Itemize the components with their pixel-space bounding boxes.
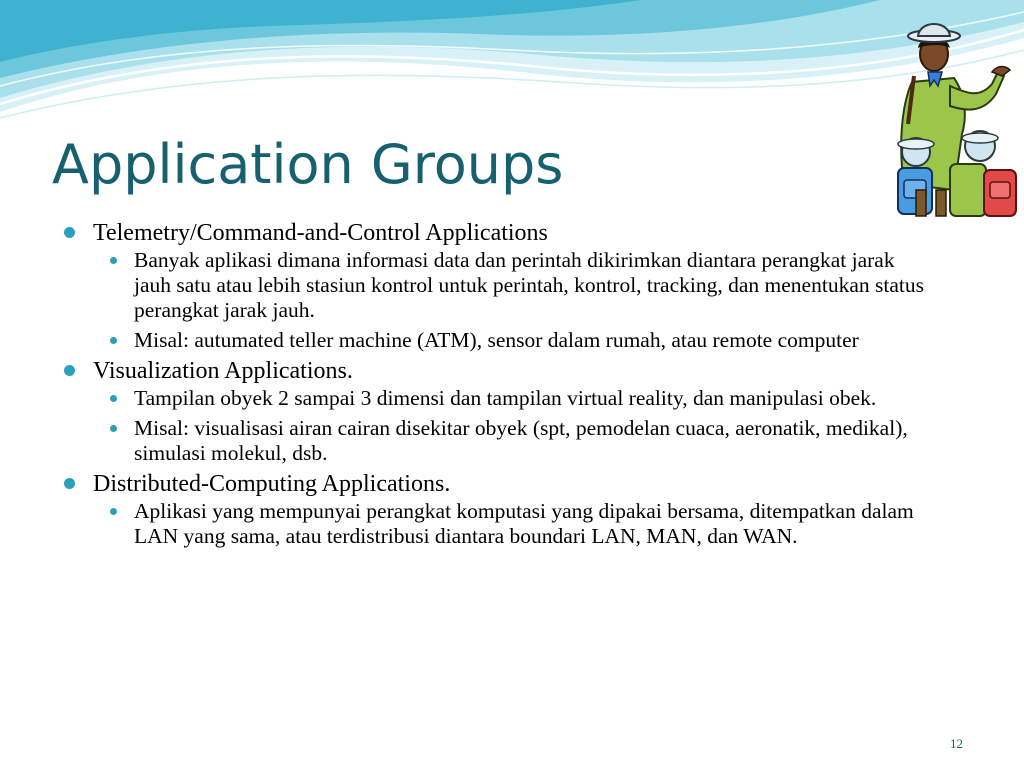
round-bullet-icon xyxy=(64,478,75,489)
round-bullet-icon xyxy=(110,508,117,515)
bullet-item-visualization xyxy=(62,357,972,466)
round-bullet-icon xyxy=(64,227,75,238)
sub-bullet-item xyxy=(93,248,934,323)
sub-bullet-item xyxy=(93,386,934,411)
sub-bullet-item xyxy=(93,328,934,353)
sub-bullet-text: Banyak aplikasi dimana informasi data dan perintah dikirimkan diantara perangkat jarak jauh satu atau lebih stasiun kontrol untuk perintah, kontrol, tracking, dan menentukan status perangkat jarak jauh. xyxy=(134,248,924,322)
sub-bullet-item xyxy=(93,416,934,466)
sub-bullet-list xyxy=(93,248,972,353)
bullet-text: Visualization Applications. xyxy=(93,358,353,384)
round-bullet-icon xyxy=(64,365,75,376)
slide-title: Application Groups xyxy=(52,133,564,196)
bullet-item-telemetry xyxy=(62,219,972,353)
sub-bullet-text: Misal: autumated teller machine (ATM), sensor dalam rumah, atau remote computer xyxy=(134,328,859,352)
bullet-text: Distributed-Computing Applications. xyxy=(93,471,451,497)
round-bullet-icon xyxy=(110,425,117,432)
bullet-text: Telemetry/Command-and-Control Applications xyxy=(93,220,548,246)
sub-bullet-list xyxy=(93,386,972,466)
round-bullet-icon xyxy=(110,395,117,402)
sub-bullet-text: Aplikasi yang mempunyai perangkat komputasi yang dipakai bersama, ditempatkan dalam LAN yang sama, atau terdistribusi diantara boundari LAN, MAN, dan WAN. xyxy=(134,499,914,548)
header-wave-decoration xyxy=(0,0,1024,140)
sub-bullet-text: Tampilan obyek 2 sampai 3 dimensi dan tampilan virtual reality, dan manipulasi obek. xyxy=(134,386,877,410)
sub-bullet-list xyxy=(93,499,972,549)
page-number: 12 xyxy=(950,736,963,751)
tour-guide-children-clipart xyxy=(884,14,1024,222)
bullet-item-distributed-computing xyxy=(62,470,972,549)
round-bullet-icon xyxy=(110,337,117,344)
sub-bullet-item xyxy=(93,499,934,549)
bullet-content xyxy=(62,219,972,549)
sub-bullet-text: Misal: visualisasi airan cairan disekitar obyek (spt, pemodelan cuaca, aeronatik, medikal), simulasi molekul, dsb. xyxy=(134,416,908,465)
bullet-list xyxy=(62,219,972,549)
round-bullet-icon xyxy=(110,257,117,264)
